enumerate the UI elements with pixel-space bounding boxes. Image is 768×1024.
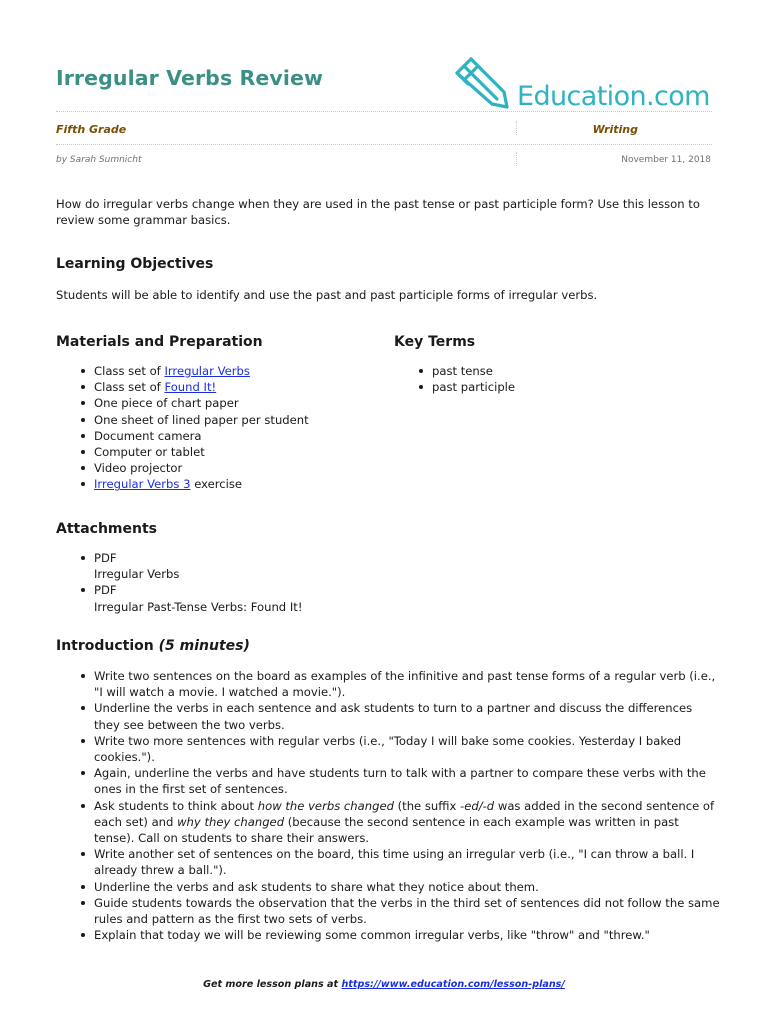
step-emphasis: how the verbs changed bbox=[257, 798, 394, 813]
key-terms-list bbox=[394, 363, 732, 395]
attachments-list bbox=[56, 550, 494, 615]
materials-list-item bbox=[94, 412, 414, 428]
attachment-name[interactable]: Irregular Verbs bbox=[94, 567, 180, 582]
step-text: Explain that today we will be reviewing some common irregular verbs, like "throw" and "threw." bbox=[94, 928, 650, 943]
step-text: Write two more sentences with regular verbs (i.e., "Today I will bake some cookies. Yesterday I baked cookies."). bbox=[94, 733, 682, 765]
education-com-logo[interactable] bbox=[454, 56, 714, 114]
attachment-type: PDF bbox=[94, 551, 117, 565]
key-terms-heading: Key Terms bbox=[394, 334, 476, 350]
material-text: Computer or tablet bbox=[94, 445, 205, 460]
introduction-step bbox=[94, 927, 720, 943]
step-emphasis: -ed/-d bbox=[460, 798, 495, 813]
introduction-step bbox=[94, 798, 720, 847]
materials-list-item bbox=[94, 444, 414, 460]
attachment-name[interactable]: Irregular Past-Tense Verbs: Found It! bbox=[94, 599, 303, 614]
materials-heading: Materials and Preparation bbox=[56, 334, 263, 350]
grade-label: Fifth Grade bbox=[56, 123, 127, 136]
materials-list-item bbox=[94, 379, 414, 395]
introduction-duration: (5 minutes) bbox=[158, 638, 250, 654]
footer-text: Get more lesson plans at bbox=[203, 979, 342, 990]
publish-date: November 11, 2018 bbox=[621, 155, 711, 165]
logo-text: Education.com bbox=[517, 81, 710, 112]
attachment-item[interactable] bbox=[94, 550, 494, 582]
key-term-item: past tense bbox=[432, 363, 732, 379]
step-text: Again, underline the verbs and have students turn to talk with a partner to compare these verbs with the ones in the first set of sentences. bbox=[94, 766, 706, 797]
step-text: Write two sentences on the board as examples of the infinitive and past tense forms of a regular verb (i.e., "I will watch a movie. I watched a movie."). bbox=[94, 669, 716, 700]
author-byline: by Sarah Sumnicht bbox=[56, 155, 142, 165]
page-title: Irregular Verbs Review bbox=[56, 66, 324, 90]
step-text: Underline the verbs and ask students to share what they notice about them. bbox=[94, 879, 539, 894]
meta-divider bbox=[56, 144, 712, 145]
step-text: Guide students towards the observation that the verbs in the third set of sentences did not follow the same rules and pattern as the first two sets of verbs. bbox=[94, 895, 720, 927]
introduction-step bbox=[94, 668, 720, 700]
materials-list-item bbox=[94, 476, 414, 492]
materials-list-item bbox=[94, 363, 414, 379]
introduction-step bbox=[94, 765, 720, 797]
meta-column-divider bbox=[516, 152, 517, 166]
introduction-step bbox=[94, 700, 720, 732]
material-link[interactable]: Found It! bbox=[164, 380, 217, 395]
intro-paragraph: How do irregular verbs change when they are used in the past tense or past participle form? Use this lesson to review some grammar basics. bbox=[56, 197, 700, 228]
introduction-step bbox=[94, 733, 720, 765]
learning-objectives-text: Students will be able to identify and use the past and past participle forms of irregular verbs. bbox=[56, 288, 598, 302]
materials-list-item bbox=[94, 428, 414, 444]
step-text: Underline the verbs in each sentence and ask students to turn to a partner and discuss the differences they see between the two verbs. bbox=[94, 701, 693, 732]
footer-lesson-plans-link[interactable]: https://www.education.com/lesson-plans/ bbox=[341, 979, 565, 990]
introduction-steps-list bbox=[56, 668, 720, 943]
introduction-title: Introduction bbox=[56, 638, 154, 654]
material-text: One sheet of lined paper per student bbox=[94, 412, 309, 427]
materials-list-item bbox=[94, 395, 414, 411]
materials-list bbox=[56, 363, 414, 493]
subject-label: Writing bbox=[592, 123, 638, 136]
attachments-heading: Attachments bbox=[56, 521, 158, 537]
step-text: Write another set of sentences on the board, this time using an irregular verb (i.e., "I can throw a ball. I already threw a ball."). bbox=[94, 847, 695, 878]
introduction-heading bbox=[56, 638, 250, 654]
attachment-item[interactable] bbox=[94, 582, 494, 614]
learning-objectives-heading: Learning Objectives bbox=[56, 256, 214, 272]
step-text: Ask students to think about bbox=[94, 798, 258, 813]
footer bbox=[0, 979, 768, 990]
header-column-divider bbox=[516, 121, 517, 135]
material-text: Video projector bbox=[94, 461, 183, 476]
step-text: was added in the second sentence of each set) and bbox=[94, 798, 715, 829]
attachment-type: PDF bbox=[94, 583, 117, 598]
introduction-step bbox=[94, 846, 720, 878]
key-term-item: past participle bbox=[432, 379, 732, 395]
step-text: (because the second sentence in each example was written in past tense). Call on students to share their answers. bbox=[94, 814, 679, 846]
material-link[interactable]: Irregular Verbs bbox=[164, 364, 250, 378]
step-text: (the suffix bbox=[393, 798, 461, 813]
introduction-step bbox=[94, 879, 720, 895]
header-divider bbox=[56, 111, 712, 112]
introduction-step bbox=[94, 895, 720, 927]
material-link[interactable]: Irregular Verbs 3 bbox=[94, 477, 191, 492]
step-emphasis: why they changed bbox=[177, 814, 285, 829]
material-text: Class set of bbox=[94, 380, 165, 395]
pencil-logo-icon bbox=[454, 56, 514, 112]
material-text: Document camera bbox=[94, 428, 202, 443]
material-suffix: exercise bbox=[190, 477, 243, 492]
materials-list-item bbox=[94, 460, 414, 476]
material-text: Class set of bbox=[94, 364, 165, 378]
material-text: One piece of chart paper bbox=[94, 396, 239, 411]
